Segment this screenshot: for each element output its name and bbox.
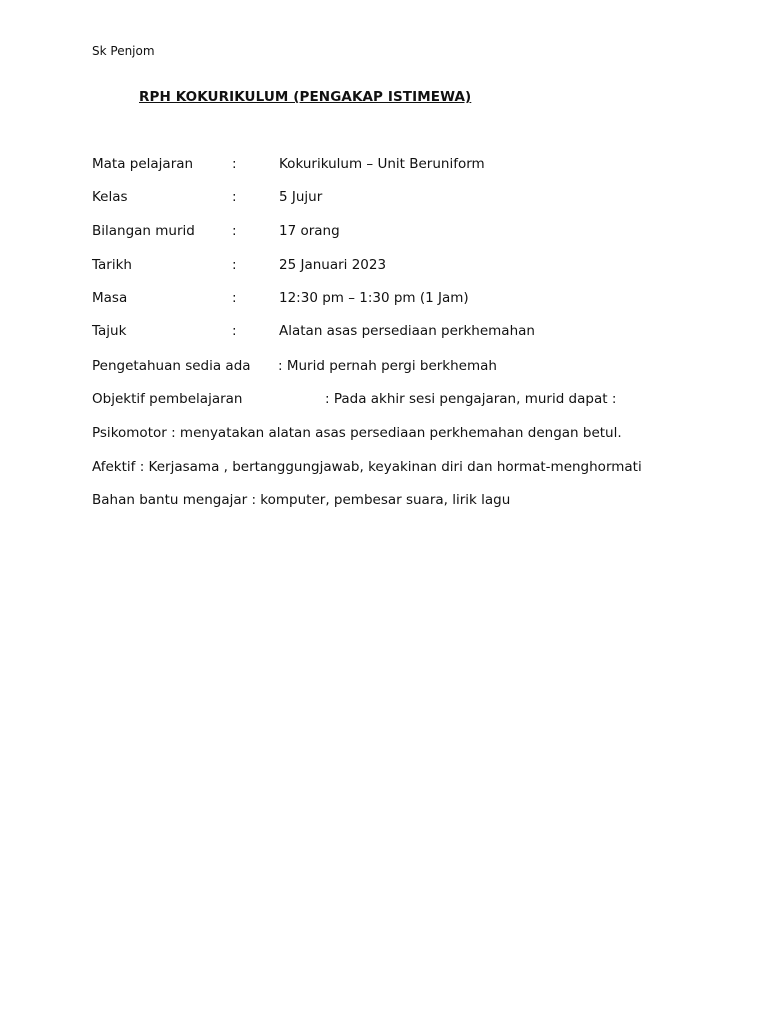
field-value: 12:30 pm – 1:30 pm (1 Jam) (279, 290, 469, 306)
field-colon: : (232, 156, 237, 172)
field-value: 25 Januari 2023 (279, 257, 387, 273)
field-colon: : (232, 323, 237, 339)
field-label: Masa (92, 290, 128, 306)
field-value: Kokurikulum – Unit Beruniform (279, 156, 485, 172)
document-title: RPH KOKURIKULUM (PENGAKAP ISTIMEWA) (139, 89, 472, 105)
field-label: Objektif pembelajaran (92, 391, 243, 407)
paragraph-psikomotor: Psikomotor : menyatakan alatan asas persediaan perkhemahan dengan betul. (92, 425, 622, 441)
paragraph-bahan-bantu: Bahan bantu mengajar : komputer, pembesar suara, lirik lagu (92, 492, 511, 508)
field-value: : Pada akhir sesi pengajaran, murid dapat : (325, 391, 617, 407)
field-value: Alatan asas persediaan perkhemahan (279, 323, 535, 339)
paragraph-afektif: Afektif : Kerjasama , bertanggungjawab, keyakinan diri dan hormat-menghormati (92, 459, 642, 475)
field-colon: : (232, 223, 237, 239)
field-colon: : (232, 290, 237, 306)
field-value: : Murid pernah pergi berkhemah (278, 358, 497, 374)
field-colon: : (232, 257, 237, 273)
field-label: Tarikh (92, 257, 132, 273)
field-label: Tajuk (92, 323, 127, 339)
field-value: 5 Jujur (279, 189, 323, 205)
field-label: Kelas (92, 189, 128, 205)
school-header: Sk Penjom (92, 44, 155, 58)
field-label: Bilangan murid (92, 223, 195, 239)
field-colon: : (232, 189, 237, 205)
field-label: Mata pelajaran (92, 156, 194, 172)
field-label: Pengetahuan sedia ada (92, 358, 251, 374)
field-value: 17 orang (279, 223, 340, 239)
